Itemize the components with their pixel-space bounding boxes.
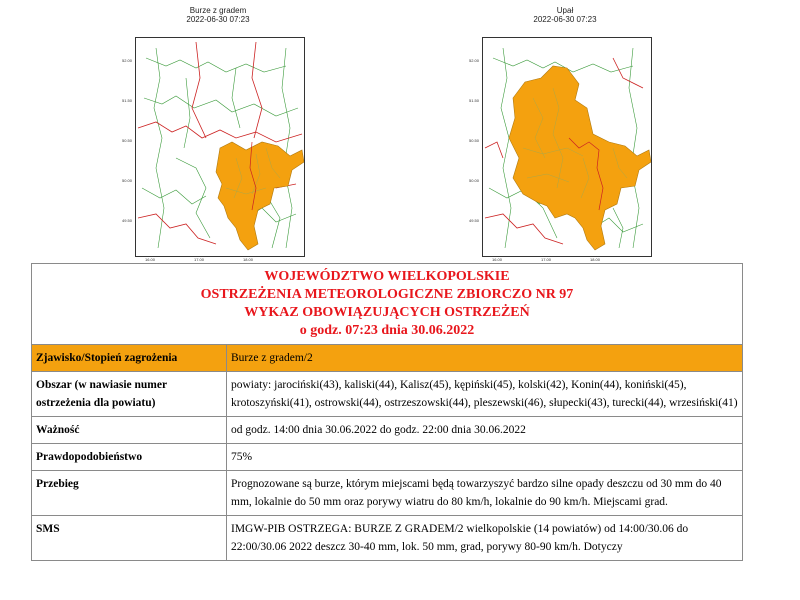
lon-label: 18.00 [243,257,254,262]
lat-label: 49.50 [122,218,133,223]
row-label: Prawdopodobieństwo [32,444,227,471]
table-row [32,417,743,444]
table-row [32,516,743,561]
map-title: Burze z gradem [189,6,247,15]
lat-label: 52.00 [122,58,133,63]
map-storms [133,0,303,24]
lat-label: 50.00 [469,178,480,183]
lat-label: 50.50 [122,138,133,143]
bulletin-title: OSTRZEŻENIA METEOROLOGICZNE ZBIORCZO NR 97 [200,287,574,302]
lon-label: 16.00 [145,257,156,262]
table-row [32,372,743,417]
row-label: SMS [32,516,227,561]
map-title: Upał [556,6,574,15]
map-timestamp: 2022-06-30 07:23 [186,15,250,24]
issue-time: o godz. 07:23 dnia 30.06.2022 [299,323,475,338]
map-heat [480,0,650,24]
map-heat-image [482,37,652,257]
row-value: Prognozowane są burze, którym miejscami będą towarzyszyć bardzo silne opady deszczu od 30 mm do 40 mm, lokalnie do 50 mm oraz porywy wiatru do 80 km/h, lokalnie do 90 km/h. Miejscami grad. [227,471,743,516]
warning-table [31,263,743,561]
row-value: od godz. 14:00 dnia 30.06.2022 do godz. 22:00 dnia 30.06.2022 [227,417,743,444]
row-label: Przebieg [32,471,227,516]
lon-label: 17.00 [541,257,552,262]
table-row [32,345,743,372]
row-value: Burze z gradem/2 [227,345,743,372]
row-label: Zjawisko/Stopień zagrożenia [32,345,227,372]
map-timestamp: 2022-06-30 07:23 [533,15,597,24]
lat-label: 50.00 [122,178,133,183]
lat-label: 49.50 [469,218,480,223]
lat-label: 51.50 [122,98,133,103]
lon-label: 18.00 [590,257,601,262]
list-title: WYKAZ OBOWIĄZUJĄCYCH OSTRZEŻEŃ [244,305,530,320]
voivodeship-title: WOJEWÓDZTWO WIELKOPOLSKIE [264,269,510,284]
map-storms-image [135,37,305,257]
row-label: Obszar (w nawiasie numer ostrzeżenia dla powiatu) [32,372,227,417]
header-row [32,264,743,345]
lon-label: 17.00 [194,257,205,262]
row-value: 75% [227,444,743,471]
warning-header [32,264,743,345]
table-row [32,444,743,471]
lat-label: 51.50 [469,98,480,103]
row-value: IMGW-PIB OSTRZEGA: BURZE Z GRADEM/2 wielkopolskie (14 powiatów) od 14:00/30.06 do 22:00/30.06 2022 deszcz 30-40 mm, lok. 50 mm, grad, porywy 80-90 km/h. Dotyczy [227,516,743,561]
lat-label: 50.50 [469,138,480,143]
table-row [32,471,743,516]
row-label: Ważność [32,417,227,444]
lon-label: 16.00 [492,257,503,262]
row-value: powiaty: jarociński(43), kaliski(44), Kalisz(45), kępiński(45), kolski(42), Konin(44), koniński(45), krotoszyński(41), ostrowski(44), ostrzeszowski(44), pleszewski(46), słupecki(43), turecki(44), wrzesiński(41) [227,372,743,417]
lat-label: 52.00 [469,58,480,63]
